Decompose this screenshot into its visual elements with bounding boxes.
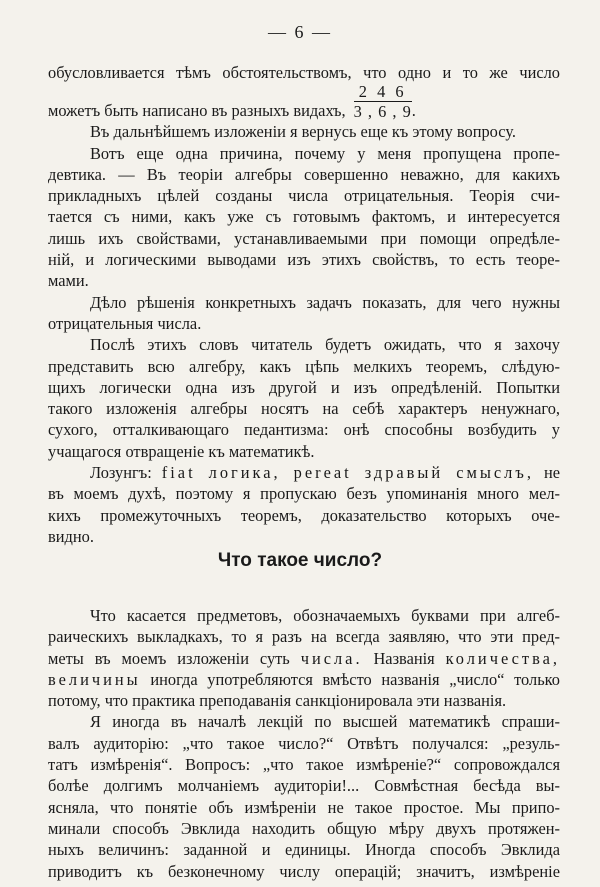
- text-line: мами.: [48, 271, 89, 291]
- section-2-text: [48, 605, 560, 882]
- text-fragment: не: [543, 463, 560, 483]
- emphasized-term: числа.: [300, 648, 363, 668]
- text-line: приводитъ къ безконечному числу операцій; значитъ, измѣреніе: [48, 861, 560, 881]
- text-line: представить всю алгебру, какъ цѣпь мелкихъ теоремъ, слѣдую-: [48, 356, 560, 376]
- text-line: Вотъ еще одна причина, почему у меня пропущена пропе-: [90, 143, 560, 163]
- text-line: Я иногда въ началѣ лекцій по высшей математикѣ спраши-: [90, 712, 560, 732]
- text-line: отрицательныя числа.: [48, 313, 202, 333]
- text-line: Въ дальнѣйшемъ изложеніи я вернусь еще къ этому вопросу.: [90, 122, 516, 142]
- text-line: минали способъ Эвклида находить общую мѣру двухъ протяжен-: [48, 818, 560, 838]
- text-line: [48, 648, 560, 669]
- text-line: Дѣло рѣшенія конкретныхъ задачъ показать, для чего нужны: [90, 292, 560, 312]
- text-line: ній, и логическими выводами изъ этихъ свойствъ, то есть теоре-: [48, 250, 560, 270]
- section-heading: Что такое число?: [217, 550, 383, 571]
- motto-line: [48, 462, 560, 483]
- page-number: — 6 —: [268, 22, 332, 42]
- text-line: Послѣ этихъ словъ читатель будетъ ожидать, что я захочу: [90, 335, 560, 355]
- text-line: [48, 669, 560, 690]
- text-fragment: можетъ быть написано въ разныхъ видахъ,: [48, 101, 346, 120]
- text-line: валъ аудиторію: „что такое число?“ Отвѣтъ получался: „резуль-: [48, 733, 560, 753]
- text-line: кихъ промежуточныхъ теоремъ, доказательство которыхъ оче-: [48, 505, 560, 525]
- text-line: сухого, отталкивающаго педантизма: онѣ способны возбудить у: [48, 420, 560, 440]
- text-line: раическихъ выкладкахъ, то я разъ на всегда заявляю, что эти пред-: [48, 627, 560, 647]
- text-fragment: Названія: [373, 648, 435, 668]
- text-fragment: .: [411, 101, 416, 120]
- text-line: прикладныхъ цѣлей созданы числа отрицательныя. Теорія счи-: [48, 186, 560, 206]
- text-fragment: меты въ моемъ изложеніи суть: [48, 648, 290, 668]
- text-line: учащагося отвращеніе къ математикѣ.: [48, 441, 315, 461]
- text-line: Что касается предметовъ, обозначаемыхъ буквами при алгеб-: [90, 606, 560, 625]
- text-line: щихъ логически одна изъ другой и изъ опредѣленій. Попытки: [48, 377, 560, 397]
- text-line: такого изложенія алгебры носятъ на себѣ характеръ ненужнаго,: [48, 399, 560, 419]
- text-fragment: иногда употребляются вмѣсто названія „число“ только: [150, 669, 560, 689]
- emphasized-term: величины: [48, 669, 141, 689]
- section-1-text: [48, 62, 560, 547]
- emphasized-term: количества,: [445, 648, 560, 668]
- text-fragment: Лозунгъ:: [90, 463, 152, 483]
- text-line: видно.: [48, 526, 94, 546]
- text-line: обусловливается тѣмъ обстоятельствомъ, что одно и то же число: [48, 63, 560, 82]
- fraction-numerators: 2 4 6: [354, 82, 412, 102]
- text-line: девтика. — Въ теоріи алгебры совершенно неважно, для какихъ: [48, 164, 560, 184]
- text-line: въ моемъ духѣ, поэтому я пропускаю безъ упоминанія много мел-: [48, 484, 560, 504]
- fraction-sequence: [354, 82, 412, 121]
- text-line: лишь ихъ свойствами, устанавливаемыми при помощи опредѣле-: [48, 228, 560, 248]
- text-line: потому, что практика преподаванія санкціонировала эти названія.: [48, 691, 507, 711]
- text-line: ныхъ величинъ: заданной и единицы. Иногда способъ Эвклида: [48, 840, 560, 860]
- text-line: тается съ ними, какъ уже съ готовымъ фактомъ, и интересуется: [48, 207, 560, 227]
- text-line: ясняла, что понятіе объ измѣреніи не такое простое. Мы припо-: [48, 797, 560, 817]
- text-line: татъ измѣренія“. Вопросъ: „что такое измѣреніе?“ сопровождался: [48, 755, 560, 775]
- fraction-denominators: 3 , 6 , 9: [353, 102, 412, 122]
- motto-text: fiat логика, pereat здравый смыслъ,: [161, 463, 534, 483]
- fraction-line: [48, 83, 560, 121]
- text-line: болѣе долгимъ молчаніемъ аудиторіи!... Совмѣстная бесѣда вы-: [48, 776, 560, 796]
